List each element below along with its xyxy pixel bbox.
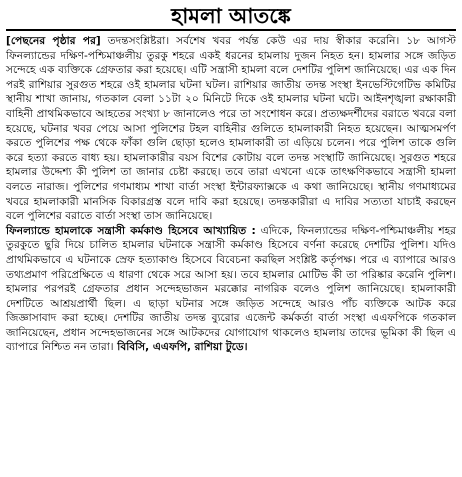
- article-body-paragraph-1: [6, 34, 456, 224]
- source-credits: বিবিসি, এএফপি, রাশিয়া টুডে।: [113, 341, 248, 354]
- paragraph-2-text: এদিকে, ফিনল্যান্ডের দক্ষিণ-পশ্চিমাঞ্চলীয় শহর তুরকুতে ছুরি দিয়ে চালিত হামলার ঘটনাকে সন্ত্রাসী কর্মকাণ্ড হিসেবে বর্ণনা করেছে দেশটির পুলিশ। যদিও প্রাথমিকভাবে এ ঘটনাকে স্রেফ হত্যাকাণ্ড হিসেবে বিবেচনা করছিল সংশ্লিষ্ট কর্তৃপক্ষ। পরে এ ব্যাপারে আরও তথ্যপ্রমাণ পরিপ্রেক্ষিতে এ ধারণা থেকে সরে আসা হয়। তবে হামলার মোটিভ কী তা পরিষ্কার করেনি পুলিশ। হামলার পরপরই গ্রেফতার প্রধান সন্দেহভাজন মরক্কোর নাগরিক বলেও পুলিশ জানিয়েছে। হামলাকারী দেশটিতে আশ্রয়প্রার্থী ছিল। এ ছাড়া ঘটনার সঙ্গে জড়িত সন্দেহে আরও পাঁচ ব্যক্তিকে আটক করে জিজ্ঞাসাবাদ করা হচ্ছে। দেশটির জাতীয় তদন্ত ব্যুরোর এজেন্ট কর্মকর্তা বার্তা সংস্থা এএফপিকে গতকাল জানিয়েছেন, প্রধান সন্দেহভাজনের সঙ্গে আটকদের যোগাযোগ থাকলেও হামলায় তাদের ভূমিকা কী ছিল এ ব্যাপারে নিশ্চিত নন তারা।: [6, 224, 456, 354]
- paragraph-1-text: তদন্তসংশ্লিষ্টরা। সর্বশেষ খবর পর্যন্ত কেউ এর দায় স্বীকার করেনি। ১৮ আগস্ট ফিনল্যান্ডের দক্ষিণ-পশ্চিমাঞ্চলীয় তুরকু শহরে একই ধরনের হামলায় দুজন নিহত হন। হামলার সঙ্গে জড়িত সন্দেহে এক ব্যক্তিকে গ্রেফতার করা হয়েছে। এটি সন্ত্রাসী হামলা বলে দেশটির পুলিশ জানিয়েছে। এর এক দিন পরই রাশিয়ার সুরগুত শহরে ওই হামলার ঘটনা ঘটল। রাশিয়ার জাতীয় তদন্ত সংস্থা ইনভেস্টিগেটিভ কমিটির স্থানীয় শাখা জানায়, গতকাল বেলা ১১টা ২০ মিনিটে দিকে ওই হামলার ঘটনা ঘটে। আইনশৃঙ্খলা রক্ষাকারী বাহিনী প্রাথমিকভাবে আহতের সংখ্যা ৮ জানালেও পরে তা সংশোধন করে। প্রত্যক্ষদর্শীদের বরাতে খবরে বলা হয়েছে, ঘটনার খবর পেয়ে আসা পুলিশের টহল বাহিনীর গুলিতে হামলাকারী নিহত হয়েছেন। আত্মসমর্পণ করতে পুলিশের পক্ষ থেকে ফাঁকা গুলি ছোড়া হলেও হামলাকারী তা এড়িয়ে চলেন। পরে পুলিশ তাকে গুলি করে হত্যা করতে বাধ্য হয়। হামলাকারীর বয়স বিশের কোটায় বলে তদন্ত সংস্থাটি জানিয়েছে। সুরগুত শহরে হামলার উদ্দেশ্য কী পুলিশ তা জানার চেষ্টা করছে। তবে তারা এখনো একে তাৎক্ষণিকভাবে সন্ত্রাসী হামলা বলতে নারাজ। পুলিশের গণমাধ্যম শাখা বার্তা সংস্থা ইন্টারফ্যাক্সকে এ কথা জানিয়েছে। স্থানীয় গণমাধ্যমের খবরে হামলাকারী মানসিক বিকারগ্রস্ত বলে দাবি করা হয়েছে। তদন্তকারীরা এ দাবির সত্যতা যাচাই করছেন বলে পুলিশের বরাতে বার্তা সংস্থা তাস জানিয়েছে।: [6, 35, 456, 223]
- continued-from-label: [পেছনের পৃষ্ঠার পর]: [6, 35, 101, 47]
- section-subhead: ফিনল্যান্ডে হামলাকে সন্ত্রাসী কর্মকাণ্ড হিসেবে আখ্যায়িত :: [6, 224, 256, 237]
- article-body-paragraph-2: [6, 224, 456, 355]
- article-title: হামলা আতঙ্কে: [6, 4, 456, 31]
